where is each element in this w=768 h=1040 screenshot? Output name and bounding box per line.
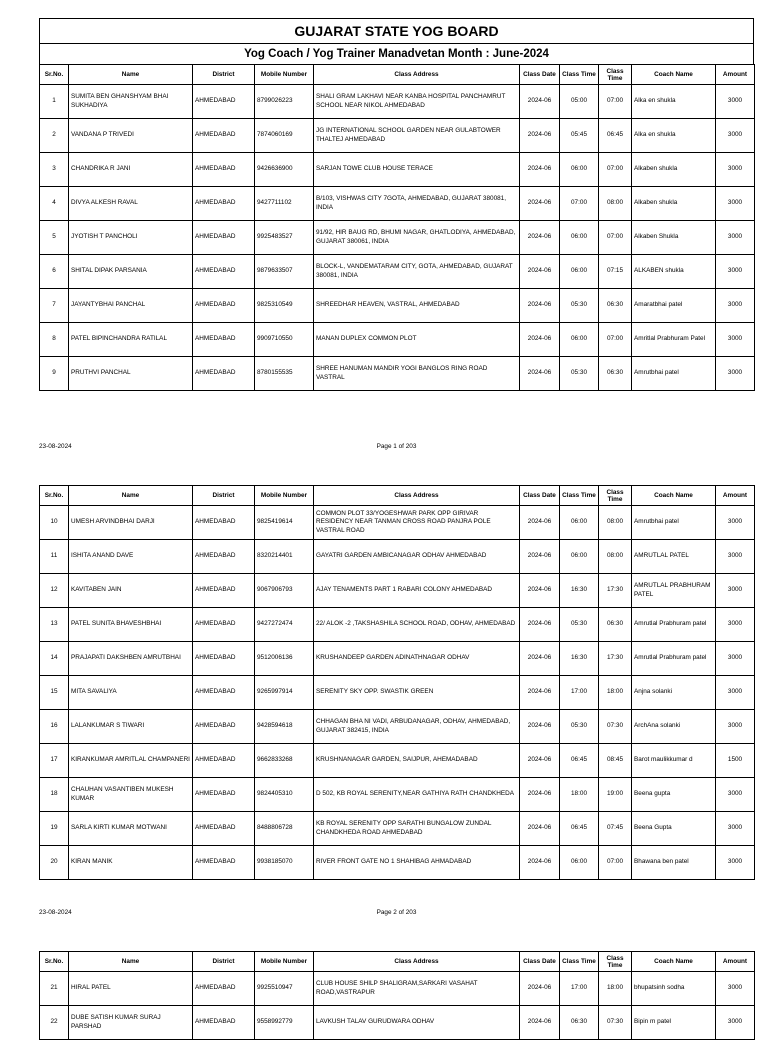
coach-name-cell: Alka en shukla <box>632 85 716 119</box>
district-cell: AHMEDABAD <box>193 357 255 391</box>
district-cell: AHMEDABAD <box>193 221 255 255</box>
class-start-time-cell: 06:00 <box>560 323 599 357</box>
class-end-time-cell: 07:45 <box>599 812 632 846</box>
amount-cell: 3000 <box>716 153 755 187</box>
table-row <box>40 778 755 812</box>
class-date-cell: 2024-06 <box>520 187 560 221</box>
name-cell: KIRAN MANIK <box>69 846 193 880</box>
sr-no-cell: 14 <box>40 642 69 676</box>
class-start-time-cell: 17:00 <box>560 676 599 710</box>
district-cell: AHMEDABAD <box>193 119 255 153</box>
table-row <box>40 1006 755 1040</box>
col-sr-no-header: Sr.No. <box>40 65 69 85</box>
sr-no-cell: 21 <box>40 972 69 1006</box>
mobile-number-cell: 9938185070 <box>255 846 314 880</box>
class-start-time-cell: 06:00 <box>560 221 599 255</box>
col-sr-no-header: Sr.No. <box>40 952 69 972</box>
class-date-cell: 2024-06 <box>520 972 560 1006</box>
amount-cell: 3000 <box>716 812 755 846</box>
coach-name-cell: ALKABEN shukla <box>632 255 716 289</box>
payment-table-page-1 <box>39 64 755 391</box>
coach-name-cell: AMRUTLAL PATEL <box>632 540 716 574</box>
sr-no-cell: 11 <box>40 540 69 574</box>
class-date-cell: 2024-06 <box>520 357 560 391</box>
amount-cell: 3000 <box>716 778 755 812</box>
class-date-cell: 2024-06 <box>520 119 560 153</box>
district-cell: AHMEDABAD <box>193 153 255 187</box>
class-end-time-cell: 08:00 <box>599 540 632 574</box>
name-cell: PATEL BIPINCHANDRA RATILAL <box>69 323 193 357</box>
district-cell: AHMEDABAD <box>193 642 255 676</box>
class-end-time-cell: 19:00 <box>599 778 632 812</box>
class-address-cell: SHREEDHAR HEAVEN, VASTRAL, AHMEDABAD <box>314 289 520 323</box>
amount-cell: 3000 <box>716 642 755 676</box>
coach-name-cell: Bhawana ben patel <box>632 846 716 880</box>
col-mobile-number-header: Mobile Number <box>255 952 314 972</box>
sr-no-cell: 2 <box>40 119 69 153</box>
mobile-number-cell: 9662833268 <box>255 744 314 778</box>
coach-name-cell: Beena gupta <box>632 778 716 812</box>
class-start-time-cell: 05:30 <box>560 608 599 642</box>
page-3-section <box>39 951 754 1040</box>
coach-name-cell: Amrutbhai patel <box>632 357 716 391</box>
amount-cell: 3000 <box>716 676 755 710</box>
name-cell: CHAUHAN VASANTIBEN MUKESH KUMAR <box>69 778 193 812</box>
amount-cell: 3000 <box>716 846 755 880</box>
class-address-cell: JG INTERNATIONAL SCHOOL GARDEN NEAR GULABTOWER THALTEJ AHMEDABAD <box>314 119 520 153</box>
name-cell: CHANDRIKA R JANI <box>69 153 193 187</box>
col-coach-name-header: Coach Name <box>632 952 716 972</box>
col-district-header: District <box>193 65 255 85</box>
class-start-time-cell: 16:30 <box>560 642 599 676</box>
mobile-number-cell: 9909710550 <box>255 323 314 357</box>
amount-cell: 3000 <box>716 710 755 744</box>
sr-no-cell: 9 <box>40 357 69 391</box>
amount-cell: 3000 <box>716 255 755 289</box>
mobile-number-cell: 9512006136 <box>255 642 314 676</box>
table-row <box>40 289 755 323</box>
table-row <box>40 846 755 880</box>
class-end-time-cell: 17:30 <box>599 642 632 676</box>
name-cell: SHITAL DIPAK PARSANIA <box>69 255 193 289</box>
board-title: GUJARAT STATE YOG BOARD <box>40 19 753 44</box>
district-cell: AHMEDABAD <box>193 574 255 608</box>
board-header <box>39 18 754 64</box>
class-end-time-cell: 18:00 <box>599 972 632 1006</box>
table-row <box>40 119 755 153</box>
table-row <box>40 744 755 778</box>
class-date-cell: 2024-06 <box>520 710 560 744</box>
class-end-time-cell: 07:00 <box>599 153 632 187</box>
class-end-time-cell: 18:00 <box>599 676 632 710</box>
class-end-time-cell: 07:00 <box>599 846 632 880</box>
class-end-time-cell: 07:30 <box>599 710 632 744</box>
name-cell: JYOTISH T PANCHOLI <box>69 221 193 255</box>
class-address-cell: COMMON PLOT 33/YOGESHWAR PARK OPP GIRIVAR RESIDENCY NEAR TANMAN CROSS ROAD PANJRA POLE VASTRAL ROAD <box>314 506 520 540</box>
col-coach-name-header: Coach Name <box>632 65 716 85</box>
class-start-time-cell: 05:30 <box>560 289 599 323</box>
coach-name-cell: Amrutlal Prabhuram patel <box>632 608 716 642</box>
class-date-cell: 2024-06 <box>520 778 560 812</box>
amount-cell: 3000 <box>716 574 755 608</box>
col-class-time-header: Class Time <box>560 65 599 85</box>
page-footer <box>39 909 754 921</box>
table-row <box>40 608 755 642</box>
table-row <box>40 540 755 574</box>
sr-no-cell: 17 <box>40 744 69 778</box>
mobile-number-cell: 9067906793 <box>255 574 314 608</box>
district-cell: AHMEDABAD <box>193 710 255 744</box>
col-amount-header: Amount <box>716 486 755 506</box>
class-date-cell: 2024-06 <box>520 506 560 540</box>
payment-table-page-2 <box>39 485 755 880</box>
sr-no-cell: 1 <box>40 85 69 119</box>
class-date-cell: 2024-06 <box>520 540 560 574</box>
mobile-number-cell: 9427711102 <box>255 187 314 221</box>
table-row <box>40 574 755 608</box>
sr-no-cell: 10 <box>40 506 69 540</box>
class-address-cell: KB ROYAL SERENITY OPP SARATHI BUNGALOW ZUNDAL CHANDKHEDA ROAD AHMEDABAD <box>314 812 520 846</box>
sr-no-cell: 6 <box>40 255 69 289</box>
district-cell: AHMEDABAD <box>193 608 255 642</box>
table-row <box>40 255 755 289</box>
col-class-address-header: Class Address <box>314 486 520 506</box>
coach-name-cell: Anjna solanki <box>632 676 716 710</box>
mobile-number-cell: 8488806728 <box>255 812 314 846</box>
class-end-time-cell: 06:30 <box>599 608 632 642</box>
district-cell: AHMEDABAD <box>193 812 255 846</box>
name-cell: VANDANA P TRIVEDI <box>69 119 193 153</box>
class-date-cell: 2024-06 <box>520 744 560 778</box>
amount-cell: 3000 <box>716 608 755 642</box>
col-amount-header: Amount <box>716 952 755 972</box>
col-class-time-header: Class Time <box>560 952 599 972</box>
class-start-time-cell: 06:00 <box>560 540 599 574</box>
payment-table-page-3 <box>39 951 755 1040</box>
class-start-time-cell: 05:00 <box>560 85 599 119</box>
class-address-cell: LAVKUSH TALAV GURUDWARA ODHAV <box>314 1006 520 1040</box>
class-start-time-cell: 06:00 <box>560 255 599 289</box>
mobile-number-cell: 8320214401 <box>255 540 314 574</box>
class-end-time-cell: 07:15 <box>599 255 632 289</box>
district-cell: AHMEDABAD <box>193 744 255 778</box>
sr-no-cell: 18 <box>40 778 69 812</box>
class-end-time-cell: 06:30 <box>599 357 632 391</box>
district-cell: AHMEDABAD <box>193 1006 255 1040</box>
mobile-number-cell: 9428594618 <box>255 710 314 744</box>
mobile-number-cell: 7874060169 <box>255 119 314 153</box>
table-row <box>40 812 755 846</box>
sr-no-cell: 15 <box>40 676 69 710</box>
mobile-number-cell: 9265997914 <box>255 676 314 710</box>
name-cell: LALANKUMAR S TIWARI <box>69 710 193 744</box>
col-district-header: District <box>193 952 255 972</box>
mobile-number-cell: 8799026223 <box>255 85 314 119</box>
name-cell: KAVITABEN JAIN <box>69 574 193 608</box>
sr-no-cell: 19 <box>40 812 69 846</box>
mobile-number-cell: 9879633507 <box>255 255 314 289</box>
sr-no-cell: 7 <box>40 289 69 323</box>
class-start-time-cell: 16:30 <box>560 574 599 608</box>
class-start-time-cell: 05:45 <box>560 119 599 153</box>
class-end-time-cell: 08:00 <box>599 506 632 540</box>
district-cell: AHMEDABAD <box>193 85 255 119</box>
col-name-header: Name <box>69 486 193 506</box>
class-start-time-cell: 18:00 <box>560 778 599 812</box>
page-1-section <box>39 18 754 391</box>
class-date-cell: 2024-06 <box>520 812 560 846</box>
class-date-cell: 2024-06 <box>520 676 560 710</box>
amount-cell: 3000 <box>716 357 755 391</box>
class-end-time-cell: 06:45 <box>599 119 632 153</box>
class-start-time-cell: 06:30 <box>560 1006 599 1040</box>
coach-name-cell: Alka en shukla <box>632 119 716 153</box>
class-end-time-cell: 06:30 <box>599 289 632 323</box>
col-mobile-number-header: Mobile Number <box>255 486 314 506</box>
table-row <box>40 676 755 710</box>
table-row <box>40 357 755 391</box>
sr-no-cell: 22 <box>40 1006 69 1040</box>
class-date-cell: 2024-06 <box>520 255 560 289</box>
amount-cell: 3000 <box>716 187 755 221</box>
class-date-cell: 2024-06 <box>520 608 560 642</box>
class-address-cell: GAYATRI GARDEN AMBICANAGAR ODHAV AHMEDABAD <box>314 540 520 574</box>
class-start-time-cell: 06:00 <box>560 153 599 187</box>
table-row <box>40 642 755 676</box>
amount-cell: 3000 <box>716 506 755 540</box>
class-end-time-cell: 17:30 <box>599 574 632 608</box>
class-address-cell: SERENITY SKY OPP. SWASTIK GREEN <box>314 676 520 710</box>
mobile-number-cell: 9825310549 <box>255 289 314 323</box>
class-date-cell: 2024-06 <box>520 85 560 119</box>
coach-name-cell: Bipin m patel <box>632 1006 716 1040</box>
col-class-address-header: Class Address <box>314 952 520 972</box>
col-name-header: Name <box>69 952 193 972</box>
sr-no-cell: 20 <box>40 846 69 880</box>
coach-name-cell: Amaratbhai patel <box>632 289 716 323</box>
col-class-time-end-header: Class Time <box>599 65 632 85</box>
class-address-cell: RIVER FRONT GATE NO 1 SHAHIBAG AHMADABAD <box>314 846 520 880</box>
coach-name-cell: bhupatsinh sodha <box>632 972 716 1006</box>
name-cell: UMESH ARVINDBHAI DARJI <box>69 506 193 540</box>
table-header-row <box>40 65 755 85</box>
coach-name-cell: Amrutlal Prabhuram patel <box>632 642 716 676</box>
table-row <box>40 85 755 119</box>
col-coach-name-header: Coach Name <box>632 486 716 506</box>
sr-no-cell: 8 <box>40 323 69 357</box>
district-cell: AHMEDABAD <box>193 506 255 540</box>
district-cell: AHMEDABAD <box>193 540 255 574</box>
coach-name-cell: Beena Gupta <box>632 812 716 846</box>
col-mobile-number-header: Mobile Number <box>255 65 314 85</box>
coach-name-cell: Barot maulikkumar d <box>632 744 716 778</box>
class-start-time-cell: 06:00 <box>560 846 599 880</box>
name-cell: KIRANKUMAR AMRITLAL CHAMPANERI <box>69 744 193 778</box>
class-address-cell: SHREE HANUMAN MANDIR YOGI BANGLOS RING ROAD VASTRAL <box>314 357 520 391</box>
district-cell: AHMEDABAD <box>193 255 255 289</box>
district-cell: AHMEDABAD <box>193 676 255 710</box>
class-start-time-cell: 06:00 <box>560 506 599 540</box>
class-start-time-cell: 17:00 <box>560 972 599 1006</box>
amount-cell: 3000 <box>716 221 755 255</box>
name-cell: JAYANTYBHAI PANCHAL <box>69 289 193 323</box>
mobile-number-cell: 9824405310 <box>255 778 314 812</box>
class-date-cell: 2024-06 <box>520 846 560 880</box>
mobile-number-cell: 8780155535 <box>255 357 314 391</box>
amount-cell: 3000 <box>716 85 755 119</box>
class-address-cell: BLOCK-L, VANDEMATARAM CITY, GOTA, AHMEDABAD, GUJARAT 380081, INDIA <box>314 255 520 289</box>
class-address-cell: 91/92, HIR BAUG RD, BHUMI NAGAR, GHATLODIYA, AHMEDABAD, GUJARAT 380061, INDIA <box>314 221 520 255</box>
amount-cell: 3000 <box>716 289 755 323</box>
amount-cell: 3000 <box>716 323 755 357</box>
col-district-header: District <box>193 486 255 506</box>
table-row <box>40 153 755 187</box>
class-address-cell: D 502, KB ROYAL SERENITY,NEAR GATHIYA RATH CHANDKHEDA <box>314 778 520 812</box>
footer-date: 23-08-2024 <box>39 443 72 450</box>
class-end-time-cell: 07:00 <box>599 221 632 255</box>
coach-name-cell: Amritlal Prabhuram Patel <box>632 323 716 357</box>
col-sr-no-header: Sr.No. <box>40 486 69 506</box>
coach-name-cell: Alkaben Shukla <box>632 221 716 255</box>
class-end-time-cell: 07:00 <box>599 323 632 357</box>
district-cell: AHMEDABAD <box>193 972 255 1006</box>
class-date-cell: 2024-06 <box>520 574 560 608</box>
class-end-time-cell: 08:00 <box>599 187 632 221</box>
class-address-cell: SHALI GRAM LAKHAVI NEAR KANBA HOSPITAL PANCHAMRUT SCHOOL NEAR NIKOL AHMEDABAD <box>314 85 520 119</box>
class-end-time-cell: 07:30 <box>599 1006 632 1040</box>
name-cell: SARLA KIRTI KUMAR MOTWANI <box>69 812 193 846</box>
sr-no-cell: 3 <box>40 153 69 187</box>
table-row <box>40 187 755 221</box>
name-cell: PRAJAPATI DAKSHBEN AMRUTBHAI <box>69 642 193 676</box>
class-date-cell: 2024-06 <box>520 323 560 357</box>
class-date-cell: 2024-06 <box>520 289 560 323</box>
amount-cell: 3000 <box>716 1006 755 1040</box>
class-start-time-cell: 07:00 <box>560 187 599 221</box>
class-date-cell: 2024-06 <box>520 153 560 187</box>
table-row <box>40 506 755 540</box>
sr-no-cell: 5 <box>40 221 69 255</box>
table-row <box>40 323 755 357</box>
class-start-time-cell: 06:45 <box>560 812 599 846</box>
district-cell: AHMEDABAD <box>193 187 255 221</box>
class-address-cell: CLUB HOUSE SHILP SHALIGRAM,SARKARI VASAHAT ROAD,VASTRAPUR <box>314 972 520 1006</box>
table-row <box>40 972 755 1006</box>
mobile-number-cell: 9427272474 <box>255 608 314 642</box>
mobile-number-cell: 9426636900 <box>255 153 314 187</box>
class-address-cell: MANAN DUPLEX COMMON PLOT <box>314 323 520 357</box>
class-address-cell: KRUSHNANAGAR GARDEN, SAIJPUR, AHEMADABAD <box>314 744 520 778</box>
class-address-cell: KRUSHANDEEP GARDEN ADINATHNAGAR ODHAV <box>314 642 520 676</box>
coach-name-cell: ArchAna solanki <box>632 710 716 744</box>
col-class-address-header: Class Address <box>314 65 520 85</box>
table-header-row <box>40 486 755 506</box>
footer-date: 23-08-2024 <box>39 909 72 916</box>
class-start-time-cell: 06:45 <box>560 744 599 778</box>
amount-cell: 3000 <box>716 119 755 153</box>
sr-no-cell: 12 <box>40 574 69 608</box>
mobile-number-cell: 9558992779 <box>255 1006 314 1040</box>
sr-no-cell: 4 <box>40 187 69 221</box>
class-start-time-cell: 05:30 <box>560 710 599 744</box>
footer-page-number: Page 1 of 203 <box>376 443 417 450</box>
coach-name-cell: Alkaben shukla <box>632 187 716 221</box>
name-cell: PATEL SUNITA BHAVESHBHAI <box>69 608 193 642</box>
mobile-number-cell: 9925483527 <box>255 221 314 255</box>
table-row <box>40 710 755 744</box>
amount-cell: 1500 <box>716 744 755 778</box>
col-amount-header: Amount <box>716 65 755 85</box>
name-cell: DUBE SATISH KUMAR SURAJ PARSHAD <box>69 1006 193 1040</box>
class-address-cell: B/103, VISHWAS CITY 7GOTA, AHMEDABAD, GUJARAT 380081, INDIA <box>314 187 520 221</box>
name-cell: HIRAL PATEL <box>69 972 193 1006</box>
coach-name-cell: Alkaben shukla <box>632 153 716 187</box>
class-date-cell: 2024-06 <box>520 221 560 255</box>
class-address-cell: 22/ ALOK -2 ,TAKSHASHILA SCHOOL ROAD, ODHAV, AHMEDABAD <box>314 608 520 642</box>
coach-name-cell: Amrutbhai patel <box>632 506 716 540</box>
page-2-section <box>39 485 754 880</box>
col-class-date-header: Class Date <box>520 486 560 506</box>
amount-cell: 3000 <box>716 540 755 574</box>
col-class-time-end-header: Class Time <box>599 952 632 972</box>
district-cell: AHMEDABAD <box>193 323 255 357</box>
class-start-time-cell: 05:30 <box>560 357 599 391</box>
amount-cell: 3000 <box>716 972 755 1006</box>
board-subtitle: Yog Coach / Yog Trainer Manadvetan Month : June-2024 <box>244 48 549 60</box>
sr-no-cell: 13 <box>40 608 69 642</box>
mobile-number-cell: 9925510947 <box>255 972 314 1006</box>
col-class-date-header: Class Date <box>520 65 560 85</box>
name-cell: SUMITA BEN GHANSHYAM BHAI SUKHADIYA <box>69 85 193 119</box>
coach-name-cell: AMRUTLAL PRABHURAM PATEL <box>632 574 716 608</box>
mobile-number-cell: 9825419614 <box>255 506 314 540</box>
class-address-cell: SARJAN TOWE CLUB HOUSE TERACE <box>314 153 520 187</box>
district-cell: AHMEDABAD <box>193 289 255 323</box>
class-address-cell: CHHAGAN BHA NI VADI, ARBUDANAGAR, ODHAV, AHMEDABAD, GUJARAT 382415, INDIA <box>314 710 520 744</box>
name-cell: ISHITA ANAND DAVE <box>69 540 193 574</box>
name-cell: PRUTHVI PANCHAL <box>69 357 193 391</box>
footer-page-number: Page 2 of 203 <box>376 909 417 916</box>
class-date-cell: 2024-06 <box>520 642 560 676</box>
district-cell: AHMEDABAD <box>193 846 255 880</box>
col-class-time-end-header: Class Time <box>599 486 632 506</box>
table-row <box>40 221 755 255</box>
col-class-date-header: Class Date <box>520 952 560 972</box>
class-end-time-cell: 07:00 <box>599 85 632 119</box>
col-name-header: Name <box>69 65 193 85</box>
name-cell: MITA SAVALIYA <box>69 676 193 710</box>
page-footer <box>39 443 754 455</box>
class-address-cell: AJAY TENAMENTS PART 1 RABARI COLONY AHMEDABAD <box>314 574 520 608</box>
col-class-time-header: Class Time <box>560 486 599 506</box>
sr-no-cell: 16 <box>40 710 69 744</box>
class-date-cell: 2024-06 <box>520 1006 560 1040</box>
district-cell: AHMEDABAD <box>193 778 255 812</box>
name-cell: DIVYA ALKESH RAVAL <box>69 187 193 221</box>
table-header-row <box>40 952 755 972</box>
class-end-time-cell: 08:45 <box>599 744 632 778</box>
